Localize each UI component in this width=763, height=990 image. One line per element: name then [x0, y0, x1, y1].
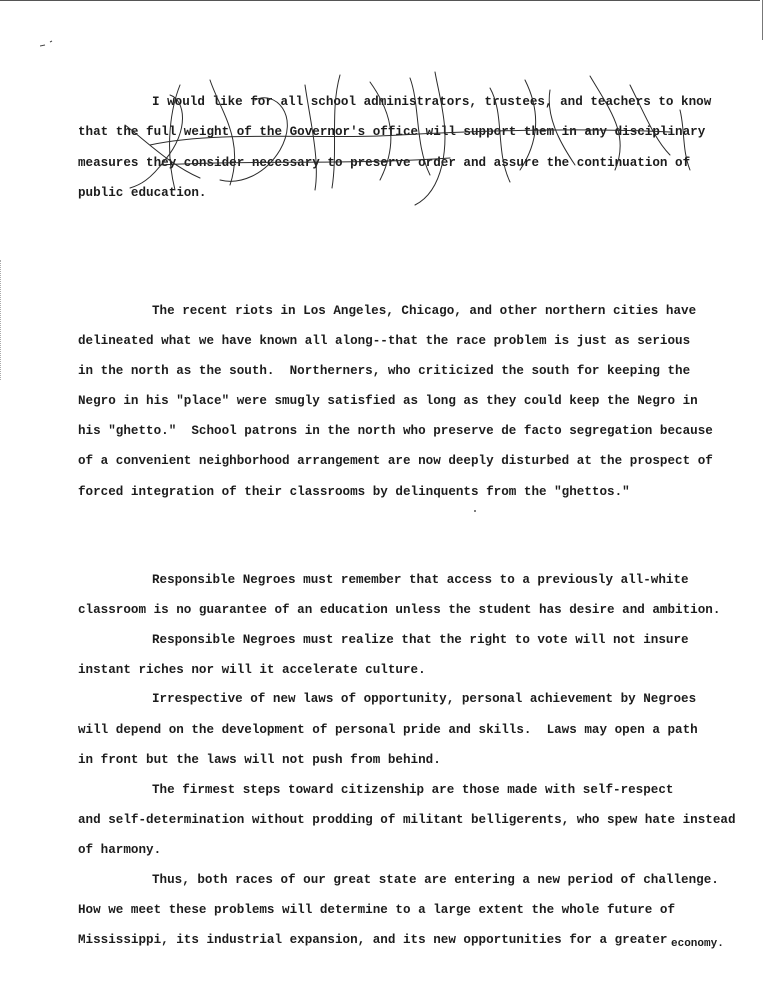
text-line: of harmony.	[78, 843, 162, 857]
text-line: Thus, both races of our great state are entering a new period of challenge.	[152, 873, 719, 887]
text-line: forced integration of their classrooms by delinquents from the "ghettos."	[78, 485, 630, 499]
page-edge-left	[0, 260, 3, 380]
text-line: The firmest steps toward citizenship are those made with self-respect	[152, 783, 674, 797]
text-line: in front but the laws will not push from behind.	[78, 753, 441, 767]
text-line: Responsible Negroes must remember that access to a previously all-white	[152, 573, 689, 587]
text-line: classroom is no guarantee of an education unless the student has desire and ambition.	[78, 603, 721, 617]
text-line: How we meet these problems will determine to a large extent the whole future of	[78, 903, 676, 917]
text-line: that the full weight of the Governor's office will support them in any disciplinary	[78, 125, 706, 139]
text-line: will depend on the development of personal pride and skills. Laws may open a path	[78, 723, 698, 737]
text-line: The recent riots in Los Angeles, Chicago, and other northern cities have	[152, 304, 697, 318]
text-line: Responsible Negroes must realize that the right to vote will not insure	[152, 633, 689, 647]
page-edge-top	[0, 0, 760, 4]
text-line: Negro in his "place" were smugly satisfied as long as they could keep the Negro in	[78, 394, 698, 408]
text-line: and self-determination without prodding of militant belligerents, who spew hate instead	[78, 813, 736, 827]
text-line: I would like for all school administrators, trustees, and teachers to know	[152, 95, 712, 109]
text-line: his "ghetto." School patrons in the north who preserve de facto segregation because	[78, 424, 713, 438]
text-line: public education.	[78, 186, 207, 200]
text-line: delineated what we have known all along--that the race problem is just as serious	[78, 334, 691, 348]
text-line: measures they consider necessary to preserve order and assure the continuation of	[78, 156, 691, 170]
page-edge-right	[759, 0, 763, 40]
stray-dot	[474, 510, 476, 512]
text-line: Irrespective of new laws of opportunity, personal achievement by Negroes	[152, 692, 697, 706]
stray-mark	[40, 40, 54, 48]
text-line: of a convenient neighborhood arrangement are now deeply disturbed at the prospect of	[78, 454, 713, 468]
text-line: Mississippi, its industrial expansion, and its new opportunities for a greater	[78, 933, 668, 947]
trailing-word: economy.	[671, 938, 724, 950]
text-line: instant riches nor will it accelerate culture.	[78, 663, 426, 677]
text-line: in the north as the south. Northerners, who criticized the south for keeping the	[78, 364, 691, 378]
